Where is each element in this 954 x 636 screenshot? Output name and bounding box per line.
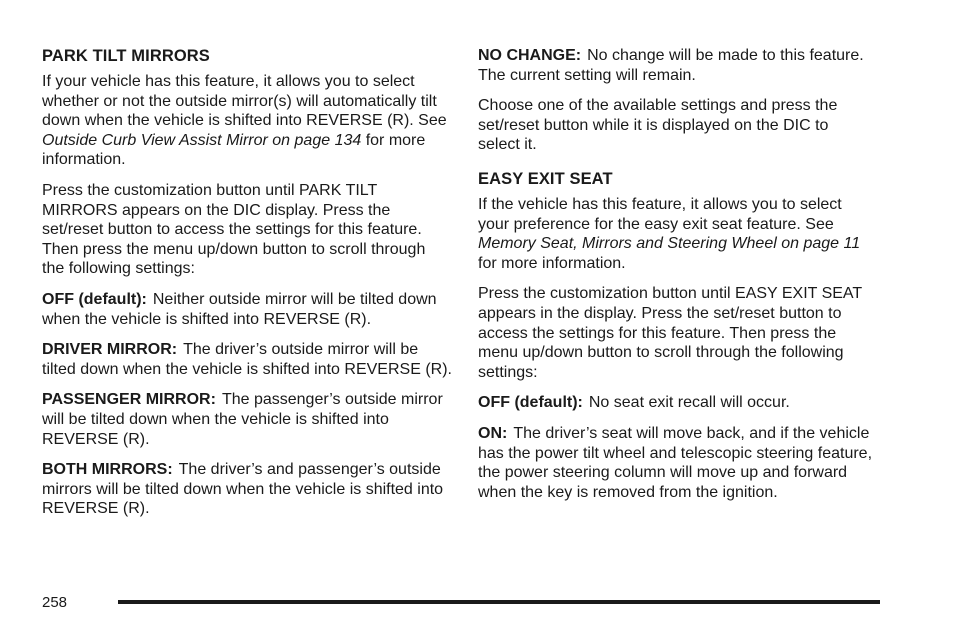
setting-term: BOTH MIRRORS: [42,461,173,479]
cross-reference-link: Memory Seat, Mirrors and Steering Wheel on page 11 [478,235,861,253]
park-tilt-instructions: Press the customization button until PARK TILT MIRRORS appears on the DIC display. Press the set/reset button to access the settings for this feature. Then press the menu up/down button to scroll through the following settings: [42,181,426,278]
setting-description: The driver’s outside mirror will be tilted down when the vehicle is shifted into REVERSE (R). [42,341,452,378]
setting-description: Neither outside mirror will be tilted down when the vehicle is shifted into REVERSE (R). [42,290,437,328]
section-heading-easy-exit-seat: EASY EXIT SEAT [478,169,613,188]
setting-term: ON: [478,424,508,442]
setting-on [478,424,873,502]
setting-driver-mirror [42,340,452,379]
choose-setting-paragraph: Choose one of the available settings and press the set/reset button while it is displayed on the DIC to select it. [478,97,838,154]
page-number: 258 [42,594,68,611]
setting-term: OFF (default): [42,290,147,308]
setting-description: The driver’s seat will move back, and if the vehicle has the power tilt wheel and telescopic steering feature, the power steering column will move up and forward when the key is removed from the ignition. [478,424,873,501]
setting-no-change [478,46,873,85]
setting-description: No seat exit recall will occur. [588,394,790,412]
setting-term: DRIVER MIRROR: [42,341,178,359]
easy-exit-instructions: Press the customization button until EASY EXIT SEAT appears in the display. Press the set/reset button to access the settings for this feature. Then press the menu up/down button to scroll through the following settings: [478,285,862,381]
setting-description: No change will be made to this feature. The current setting will remain. [478,47,864,84]
left-column [42,46,452,530]
setting-off-default [42,290,452,329]
intro-text: If the vehicle has this feature, it allows you to select your preference for the easy exit seat feature. See [478,195,842,233]
setting-passenger-mirror [42,390,452,449]
intro-text-end: for more information. [478,254,626,272]
right-column [478,46,873,513]
setting-off-default-seat [478,393,873,413]
intro-text: If your vehicle has this feature, it allows you to select whether or not the outside mirror(s) will automatically tilt down when the vehicle is shifted into REVERSE (R). See [42,73,447,130]
setting-term: NO CHANGE: [478,47,582,64]
setting-both-mirrors [42,460,452,519]
setting-description: The passenger’s outside mirror will be tilted down when the vehicle is shifted into REVERSE (R). [42,391,443,448]
section-heading-park-tilt-mirrors: PARK TILT MIRRORS [42,47,210,65]
setting-term: PASSENGER MIRROR: [42,391,216,409]
setting-description: The driver’s and passenger’s outside mirrors will be tilted down when the vehicle is shifted into REVERSE (R). [42,461,444,518]
intro-text-end: for more information. [42,131,426,169]
easy-exit-intro-paragraph [478,195,873,273]
setting-term: OFF (default): [478,394,583,412]
cross-reference-link: Outside Curb View Assist Mirror on page 134 [42,131,362,149]
park-tilt-intro-paragraph [42,72,452,170]
footer-rule [118,600,880,604]
